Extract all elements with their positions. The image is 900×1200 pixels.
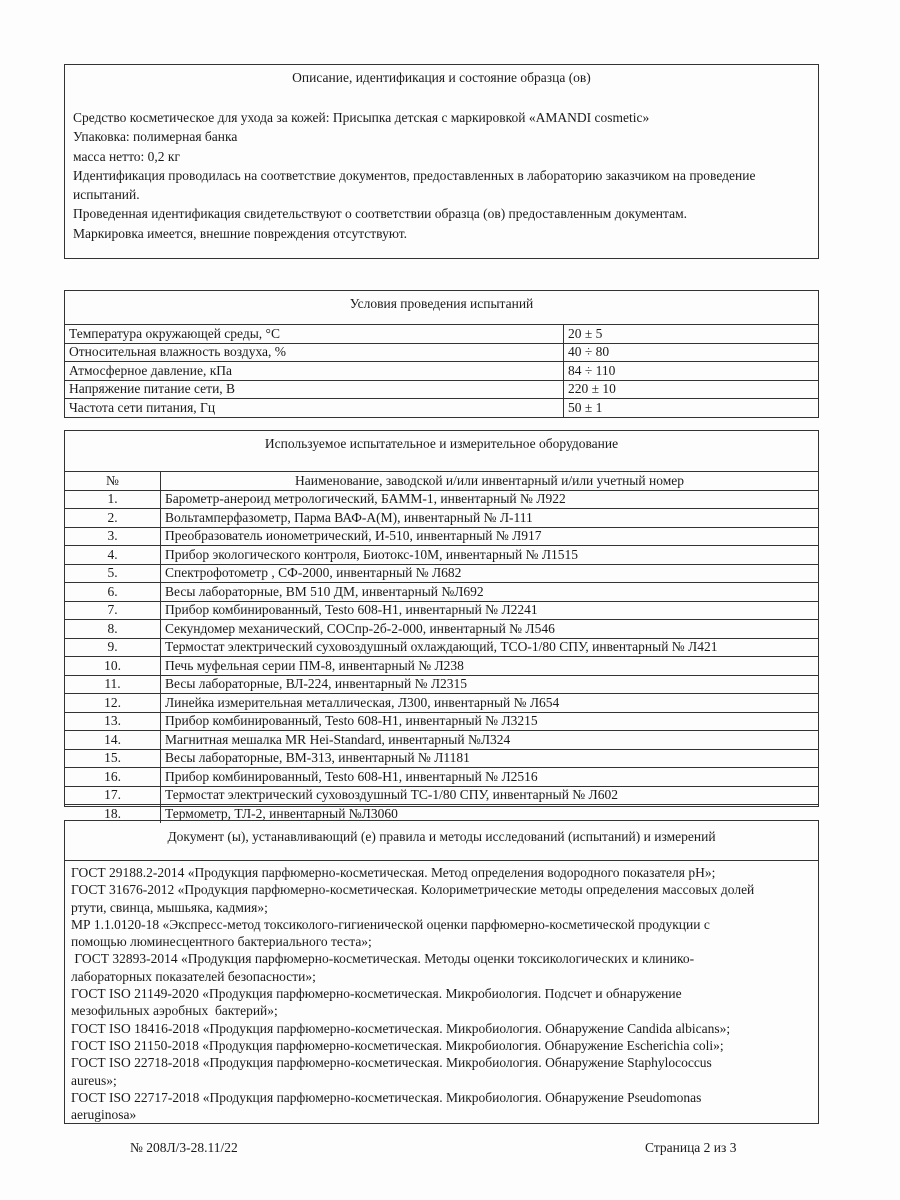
equipment-number: 8.	[65, 620, 161, 639]
equipment-name: Весы лабораторные, ВЛ-224, инвентарный № Л2315	[161, 675, 819, 694]
equipment-name: Печь муфельная серии ПМ-8, инвентарный № Л238	[161, 657, 819, 676]
equipment-name: Термометр, ТЛ-2, инвентарный №Л3060	[161, 805, 819, 823]
document-line: ГОСТ ISO 21150-2018 «Продукция парфюмерно-косметическая. Микробиология. Обнаружение Escherichia coli»;	[71, 1037, 724, 1053]
table-row	[65, 546, 818, 565]
equipment-name: Прибор комбинированный, Testo 608-H1, инвентарный № Л3215	[161, 712, 819, 731]
methods-documents-section	[64, 820, 819, 1124]
table-row	[65, 527, 818, 546]
table-row	[65, 786, 818, 805]
document-line: aureus»;	[71, 1072, 117, 1088]
section-title: Условия проведения испытаний	[65, 291, 818, 325]
section-title: Описание, идентификация и состояние образца (ов)	[292, 70, 591, 85]
test-conditions-section	[64, 290, 819, 418]
condition-parameter: Напряжение питание сети, В	[65, 380, 564, 399]
equipment-number: 1.	[65, 490, 161, 509]
table-row	[65, 675, 818, 694]
document-line: помощью люминесцентного бактериального теста»;	[71, 934, 372, 950]
document-line: ГОСТ ISO 18416-2018 «Продукция парфюмерно-косметическая. Микробиология. Обнаружение Candida albicans»;	[71, 1020, 731, 1036]
document-line: ГОСТ 32893-2014 «Продукция парфюмерно-косметическая. Методы оценки токсикологических и клинико-	[71, 951, 695, 967]
table-row	[65, 657, 818, 676]
table-row	[65, 749, 818, 768]
equipment-number: 17.	[65, 786, 161, 805]
table-row	[65, 694, 818, 713]
document-line: лабораторных показателей безопасности»;	[71, 968, 316, 984]
equipment-number: 10.	[65, 657, 161, 676]
equipment-number: 18.	[65, 805, 161, 823]
description-line: масса нетто: 0,2 кг	[73, 148, 181, 164]
equipment-name: Весы лабораторные, ВМ-313, инвентарный № Л1181	[161, 749, 819, 768]
table-row	[65, 362, 818, 381]
table-row	[65, 620, 818, 639]
equipment-name: Прибор комбинированный, Testo 608-H1, инвентарный № Л2516	[161, 768, 819, 787]
equipment-name: Секундомер механический, СОСпр-2б-2-000, инвентарный № Л546	[161, 620, 819, 639]
equipment-number: 14.	[65, 731, 161, 750]
equipment-number: 12.	[65, 694, 161, 713]
condition-value: 220 ± 10	[564, 380, 819, 399]
document-line: ГОСТ ISO 22718-2018 «Продукция парфюмерно-косметическая. Микробиология. Обнаружение Staphylococcus	[71, 1055, 712, 1071]
table-row	[65, 509, 818, 528]
description-line: Проведенная идентификация свидетельствуют о соответствии образца (ов) предоставленным документам.	[73, 206, 688, 222]
document-line: ГОСТ ISO 21149-2020 «Продукция парфюмерно-косметическая. Микробиология. Подсчет и обнаружение	[71, 986, 682, 1002]
condition-parameter: Относительная влажность воздуха, %	[65, 343, 564, 362]
table-row	[65, 490, 818, 509]
equipment-number: 11.	[65, 675, 161, 694]
equipment-name: Вольтамперфазометр, Парма ВАФ-А(М), инвентарный № Л-111	[161, 509, 819, 528]
condition-value: 40 ÷ 80	[564, 343, 819, 362]
table-row	[65, 768, 818, 787]
table-row	[65, 325, 818, 343]
equipment-number: 3.	[65, 527, 161, 546]
description-lines	[65, 108, 818, 243]
equipment-number: 5.	[65, 564, 161, 583]
document-number: № 208Л/3-28.11/22	[130, 1140, 238, 1155]
document-line: МР 1.1.0120-18 «Экспресс-метод токсиколого-гигиенической оценки парфюмерно-косметической продукции с	[71, 916, 710, 932]
page-number: Страница 2 из 3	[645, 1140, 737, 1155]
column-header-number: №	[65, 472, 161, 490]
table-row	[65, 399, 818, 417]
equipment-number: 16.	[65, 768, 161, 787]
section-title: Документ (ы), устанавливающий (е) правила и методы исследований (испытаний) и измерений	[65, 821, 818, 861]
equipment-number: 13.	[65, 712, 161, 731]
condition-value: 50 ± 1	[564, 399, 819, 417]
table-row	[65, 638, 818, 657]
table-row	[65, 343, 818, 362]
equipment-name: Преобразователь ионометрический, И-510, инвентарный № Л917	[161, 527, 819, 546]
equipment-name: Магнитная мешалка MR Hei-Standard, инвентарный №Л324	[161, 731, 819, 750]
document-line: мезофильных аэробных бактерий»;	[71, 1003, 278, 1019]
equipment-name: Барометр-анероид метрологический, БАММ-1, инвентарный № Л922	[161, 490, 819, 509]
condition-value: 84 ÷ 110	[564, 362, 819, 381]
conditions-table	[65, 325, 818, 417]
equipment-name: Весы лабораторные, ВМ 510 ДМ, инвентарный №Л692	[161, 583, 819, 602]
section-title: Используемое испытательное и измерительное оборудование	[65, 431, 818, 472]
column-header-name: Наименование, заводской и/или инвентарный и/или учетный номер	[161, 472, 819, 490]
documents-lines	[65, 861, 818, 1126]
condition-parameter: Атмосферное давление, кПа	[65, 362, 564, 381]
table-row	[65, 583, 818, 602]
table-row	[65, 731, 818, 750]
description-line: Маркировка имеется, внешние повреждения отсутствуют.	[73, 225, 407, 241]
table-row	[65, 564, 818, 583]
equipment-number: 6.	[65, 583, 161, 602]
sample-description-section	[64, 64, 819, 259]
equipment-name: Спектрофотометр , СФ-2000, инвентарный № Л682	[161, 564, 819, 583]
description-line: испытаний.	[73, 187, 140, 203]
equipment-number: 7.	[65, 601, 161, 620]
table-row	[65, 380, 818, 399]
document-line: ГОСТ 29188.2-2014 «Продукция парфюмерно-косметическая. Метод определения водородного показателя pH»;	[71, 865, 716, 880]
table-header-row	[65, 472, 818, 490]
condition-parameter: Частота сети питания, Гц	[65, 399, 564, 417]
equipment-section	[64, 430, 819, 821]
table-row	[65, 712, 818, 731]
document-line: ГОСТ ISO 22717-2018 «Продукция парфюмерно-косметическая. Микробиология. Обнаружение Pseudomonas	[71, 1089, 702, 1105]
description-line: Идентификация проводилась на соответствие документов, предоставленных в лабораторию заказчиком на проведение	[73, 167, 756, 183]
equipment-name: Прибор комбинированный, Testo 608-H1, инвентарный № Л2241	[161, 601, 819, 620]
description-line: Средство косметическое для ухода за кожей: Присыпка детская с маркировкой «AMANDI cosmetic»	[73, 110, 650, 125]
condition-parameter: Температура окружающей среды, °С	[65, 325, 564, 343]
equipment-name: Термостат электрический суховоздушный ТС-1/80 СПУ, инвентарный № Л602	[161, 786, 819, 805]
equipment-table	[65, 472, 818, 823]
document-line: ртути, свинца, мышьяка, кадмия»;	[71, 899, 268, 915]
condition-value: 20 ± 5	[564, 325, 819, 343]
equipment-number: 4.	[65, 546, 161, 565]
table-row	[65, 601, 818, 620]
document-line: ГОСТ 31676-2012 «Продукция парфюмерно-косметическая. Колориметрические методы определения массовых долей	[71, 882, 755, 898]
equipment-name: Прибор экологического контроля, Биотокс-10М, инвентарный № Л1515	[161, 546, 819, 565]
equipment-name: Линейка измерительная металлическая, Л300, инвентарный № Л654	[161, 694, 819, 713]
document-line: aeruginosa»	[71, 1107, 137, 1123]
equipment-name: Термостат электрический суховоздушный охлаждающий, ТСО-1/80 СПУ, инвентарный № Л421	[161, 638, 819, 657]
equipment-number: 2.	[65, 509, 161, 528]
equipment-number: 15.	[65, 749, 161, 768]
description-line: Упаковка: полимерная банка	[73, 129, 238, 145]
equipment-number: 9.	[65, 638, 161, 657]
